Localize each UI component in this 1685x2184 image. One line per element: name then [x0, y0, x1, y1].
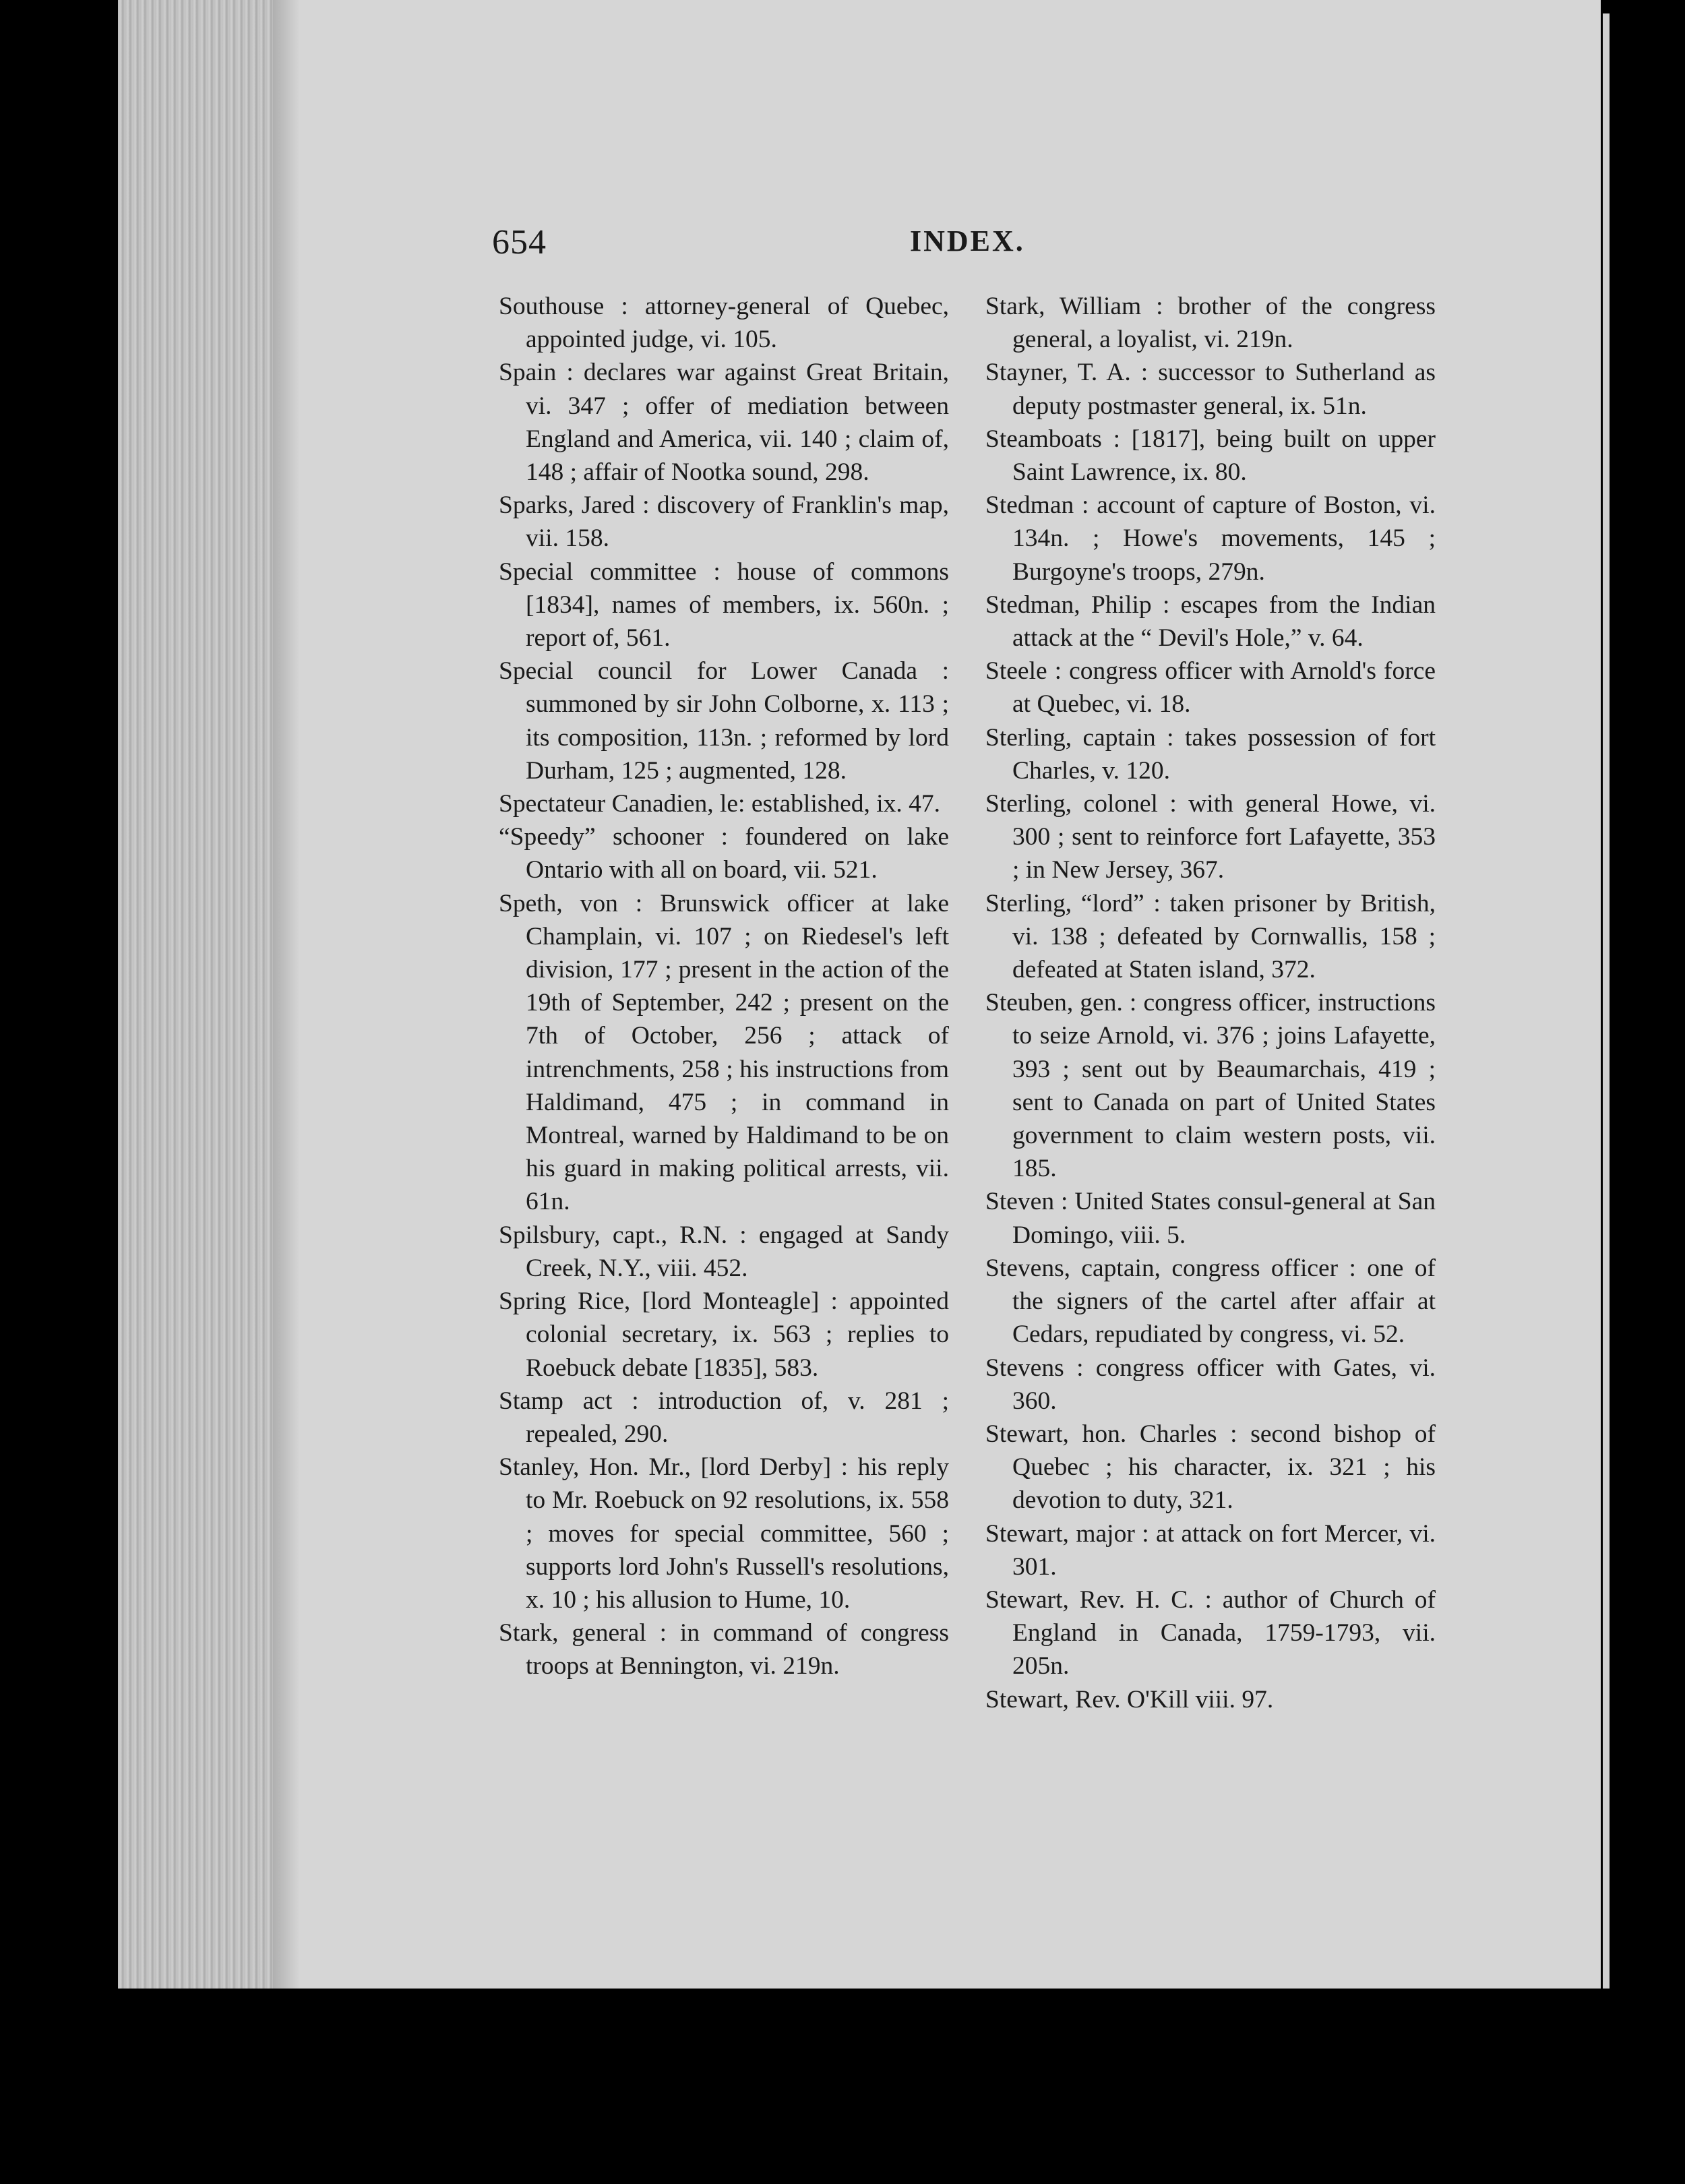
- page-number: 654: [492, 223, 547, 262]
- index-entry-text: escapes from the Indian attack at the “ Devil's Hole,” v. 64.: [1012, 590, 1436, 653]
- index-entry-heading: Speth, von :: [499, 889, 643, 917]
- index-entry: [985, 1252, 1436, 1352]
- index-entry: [499, 887, 949, 1219]
- page-title: INDEX.: [910, 224, 1025, 257]
- index-entry: [985, 1517, 1436, 1583]
- index-entry-heading: Sterling, colonel :: [985, 790, 1177, 818]
- index-entry: [985, 489, 1436, 588]
- index-entry: [499, 655, 949, 787]
- index-entry-text: congress officer with Gates, vi. 360.: [1012, 1354, 1436, 1415]
- index-entry-heading: Stark, William :: [985, 293, 1163, 320]
- right-gutter: [1601, 0, 1685, 2184]
- index-entry-text: Brunswick officer at lake Champlain, vi. 107 ; on Riedesel's left division, 177 ; present in the action of the 19th of September, 242 ; present on the 7th of October, 256 ; attack of intrenchments, 258 ; his instructions from Haldimand, 475 ; in command in Montreal, warned by Haldimand to be on his guard in making political arrests, vii. 61n.: [526, 889, 949, 1216]
- index-entry: [499, 1285, 949, 1385]
- index-entry-text: [1817], being built on upper Saint Lawrence, ix. 80.: [1012, 425, 1436, 487]
- index-entry-text: successor to Sutherland as deputy postmaster general, ix. 51n.: [1012, 359, 1436, 420]
- index-entry-heading: Steven :: [985, 1188, 1068, 1216]
- index-entry-text: in command of congress troops at Bennington, vi. 219n.: [526, 1619, 949, 1680]
- index-entry-text: his reply to Mr. Roebuck on 92 resolutions, ix. 558 ; moves for special committee, 560 ; supports lord John's Russell's resolutions, x. 10 ; his allusion to Hume, 10.: [526, 1453, 949, 1614]
- index-entry-heading: Spectateur Canadien, le:: [499, 790, 745, 818]
- index-entry-heading: Stewart, Rev. H. C. :: [985, 1585, 1212, 1614]
- page-edges: [118, 0, 273, 2184]
- index-column-right: [985, 290, 1436, 1716]
- index-entry-text: at attack on fort Mercer, vi. 301.: [1012, 1519, 1436, 1581]
- index-entry: [985, 588, 1436, 655]
- index-entry-heading: Special committee :: [499, 557, 721, 586]
- index-entry-heading: Stayner, T. A. :: [985, 359, 1148, 387]
- index-entry: [985, 290, 1436, 356]
- index-entry: [985, 1683, 1436, 1716]
- index-entry-text: attorney-general of Quebec, appointed judge, vi. 105.: [526, 293, 949, 354]
- index-column-left: [499, 290, 949, 1683]
- index-entry-text: foundered on lake Ontario with all on board, vii. 521.: [526, 823, 949, 884]
- index-entry: [499, 1219, 949, 1285]
- index-entry-heading: Spain :: [499, 359, 574, 387]
- index-entry: [985, 1185, 1436, 1251]
- index-entry-text: taken prisoner by British, vi. 138 ; defeated by Cornwallis, 158 ; defeated at Staten island, 372.: [1012, 889, 1436, 984]
- index-entry-heading: Sterling, captain :: [985, 723, 1174, 752]
- index-entry: [499, 820, 949, 886]
- index-entry-heading: Spilsbury, capt., R.N. :: [499, 1221, 747, 1249]
- index-entry-heading: Sparks, Jared :: [499, 491, 650, 520]
- index-entry-heading: Southouse :: [499, 293, 628, 320]
- index-entry: [499, 555, 949, 655]
- index-entry: [499, 1616, 949, 1682]
- index-entry: [985, 887, 1436, 987]
- index-entry: [499, 1385, 949, 1451]
- index-entry: [499, 1451, 949, 1616]
- index-entry-heading: Spring Rice, [lord Monteagle] :: [499, 1287, 838, 1316]
- index-entry-heading: Sterling, “lord” :: [985, 889, 1161, 917]
- index-entry-heading: Stevens :: [985, 1354, 1084, 1382]
- index-entry-heading: Steuben, gen. :: [985, 989, 1137, 1017]
- index-entry-text: account of capture of Boston, vi. 134n. ; Howe's movements, 145 ; Burgoyne's troops, 279n.: [1012, 491, 1436, 586]
- index-entry-text: author of Church of England in Canada, 1759-1793, vii. 205n.: [1012, 1585, 1436, 1680]
- running-head: [492, 222, 1361, 263]
- index-entry: [499, 787, 949, 820]
- index-entry-text: one of the signers of the cartel after affair at Cedars, repudiated by congress, vi. 52.: [1012, 1254, 1436, 1349]
- index-entry-text: congress officer, instructions to seize Arnold, vi. 376 ; joins Lafayette, 393 ; sent out by Beaumarchais, 419 ; sent to Canada on part of United States government to claim western posts, vii. 185.: [1012, 989, 1436, 1183]
- index-entry-heading: Steamboats :: [985, 425, 1121, 453]
- index-entry: [985, 721, 1436, 787]
- index-entry-heading: “Speedy” schooner :: [499, 823, 729, 851]
- index-entry-heading: Stevens, captain, congress officer :: [985, 1254, 1356, 1282]
- index-entry-text: United States consul-general at San Domingo, viii. 5.: [1012, 1188, 1436, 1249]
- index-entry-text: viii. 97.: [1189, 1685, 1274, 1713]
- index-entry-heading: Stedman, Philip :: [985, 590, 1170, 619]
- index-entry: [985, 423, 1436, 489]
- index-entry: [985, 787, 1436, 887]
- index-entry: [499, 356, 949, 489]
- index-entry-heading: Stamp act :: [499, 1387, 639, 1415]
- index-entry-text: declares war against Great Britain, vi. 347 ; offer of mediation between England and America, vii. 140 ; claim of, 148 ; affair of Nootka sound, 298.: [526, 359, 949, 487]
- index-entry-text: congress officer with Arnold's force at Quebec, vi. 18.: [1012, 657, 1436, 719]
- index-entry-text: appointed colonial secretary, ix. 563 ; replies to Roebuck debate [1835], 583.: [526, 1287, 949, 1382]
- index-entry-text: house of commons [1834], names of members, ix. 560n. ; report of, 561.: [526, 557, 949, 653]
- index-entry: [985, 655, 1436, 721]
- index-entry-heading: Steele :: [985, 657, 1062, 686]
- index-entry-text: summoned by sir John Colborne, x. 113 ; its composition, 113n. ; reformed by lord Durham, 125 ; augmented, 128.: [526, 690, 949, 785]
- index-entry-text: takes possession of fort Charles, v. 120.: [1012, 723, 1436, 785]
- next-page-edge: [1603, 13, 1610, 1989]
- index-entry-heading: Special council for Lower Canada :: [499, 657, 949, 686]
- index-entry-text: engaged at Sandy Creek, N.Y., viii. 452.: [526, 1221, 949, 1282]
- index-entry-heading: Stewart, hon. Charles :: [985, 1420, 1237, 1448]
- index-entry: [499, 290, 949, 356]
- index-entry-text: second bishop of Quebec ; his character, ix. 321 ; his devotion to duty, 321.: [1012, 1420, 1436, 1515]
- index-entry: [985, 986, 1436, 1185]
- index-entry-text: brother of the congress general, a loyalist, vi. 219n.: [1012, 293, 1436, 354]
- page-edge-shadow: [273, 0, 300, 2184]
- index-entry: [985, 356, 1436, 422]
- index-entry: [985, 1352, 1436, 1418]
- index-entry: [985, 1583, 1436, 1683]
- index-entry-heading: Stewart, Rev. O'Kill: [985, 1685, 1190, 1713]
- bottom-margin-band: [118, 1989, 1607, 2184]
- index-entry-heading: Stedman :: [985, 491, 1089, 520]
- index-entry-text: established, ix. 47.: [745, 790, 941, 818]
- index-entry-text: with general Howe, vi. 300 ; sent to reinforce fort Lafayette, 353 ; in New Jersey, 367.: [1012, 790, 1436, 884]
- index-entry: [499, 489, 949, 555]
- index-entry-text: discovery of Franklin's map, vii. 158.: [526, 491, 950, 553]
- index-entry-heading: Stark, general :: [499, 1619, 667, 1647]
- index-entry: [985, 1418, 1436, 1517]
- index-entry-heading: Stewart, major :: [985, 1519, 1149, 1548]
- index-entry-heading: Stanley, Hon. Mr., [lord Derby] :: [499, 1453, 849, 1482]
- index-entry-text: introduction of, v. 281 ; repealed, 290.: [526, 1387, 949, 1448]
